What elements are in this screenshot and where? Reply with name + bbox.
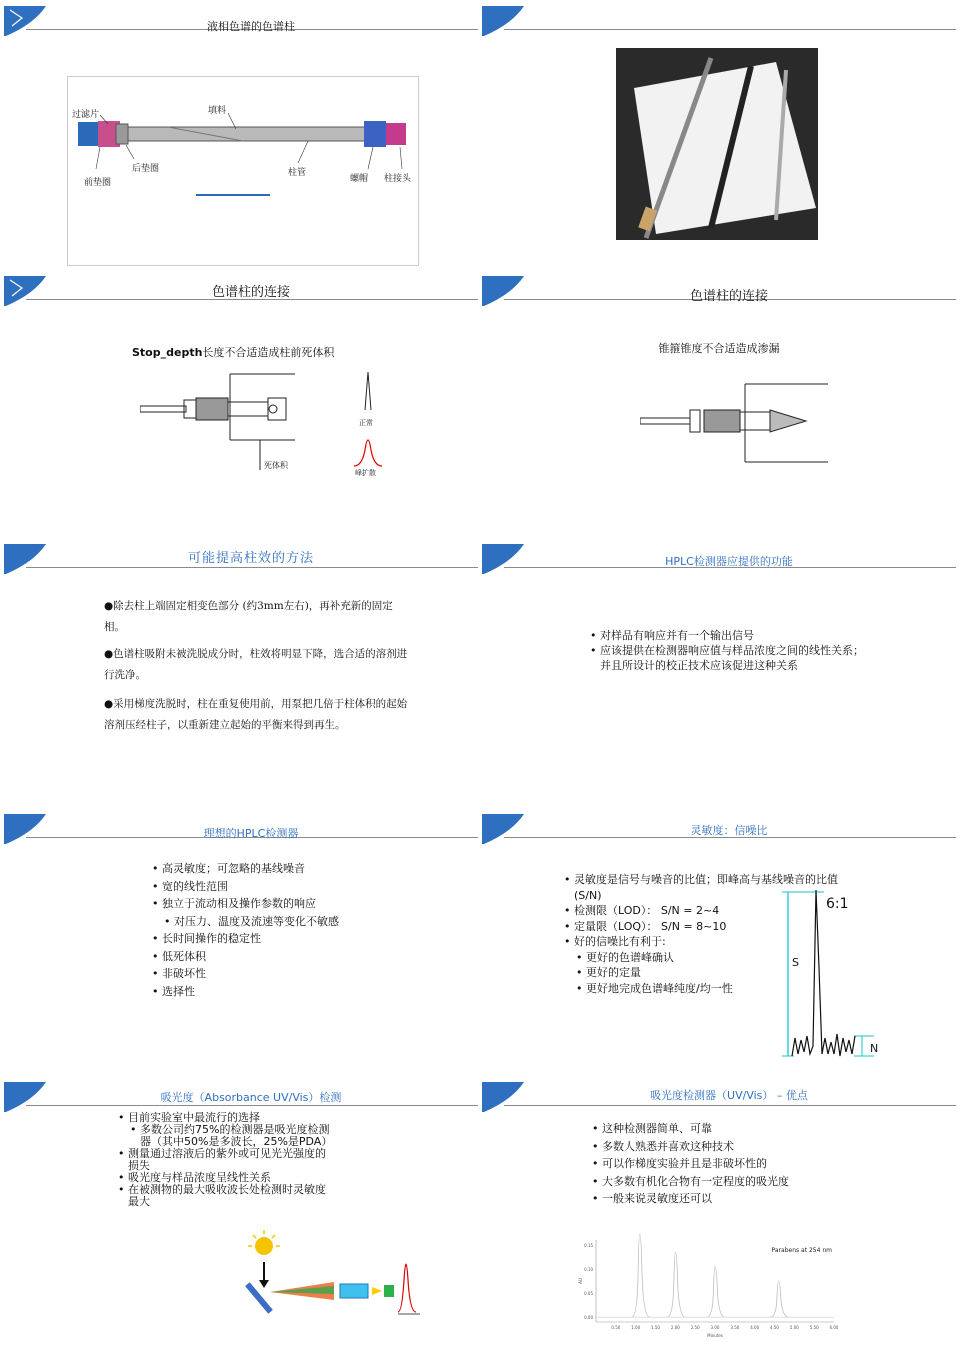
list-item: • 可以作梯度实验并且是非破坏性的 <box>592 1155 892 1173</box>
ideal-detector-list <box>152 860 452 1000</box>
slide-2 <box>482 6 956 274</box>
list-subitem: • 更好的定量 <box>564 965 864 981</box>
list-item: • 低死体积 <box>152 948 452 966</box>
label-front-ferrule: 前垫圈 <box>84 178 112 188</box>
slide-title: 灵敏度：信噪比 <box>690 824 768 837</box>
list-item: • 在被测物的最大吸收波长处检测时灵敏度 最大 <box>118 1184 358 1208</box>
slide-3 <box>4 276 478 544</box>
slide-caption: 锥箍锥度不合适造成渗漏 <box>658 342 780 355</box>
y-axis-label: AU <box>578 1278 583 1284</box>
x-tick-label: 6.00 <box>829 1325 839 1330</box>
slide-title: 色谱柱的连接 <box>211 285 290 300</box>
header-divider <box>504 29 956 30</box>
slide-title: 理想的HPLC检测器 <box>203 827 299 840</box>
label-fitting: 柱接头 <box>384 174 412 184</box>
slide-title: 可能提高柱效的方法 <box>187 551 314 566</box>
y-tick-label: 0.15 <box>584 1242 593 1248</box>
y-tick-label: 0.05 <box>584 1291 593 1297</box>
x-tick-label: 5.00 <box>789 1325 799 1330</box>
column-photo-illustration <box>616 48 818 240</box>
list-item: • 测量通过溶液后的紫外或可见光光强度的 损失 <box>118 1148 358 1172</box>
header-divider <box>26 567 478 568</box>
header-divider <box>504 1105 956 1106</box>
slide-title: 液相色谱的色谱柱 <box>207 20 295 33</box>
list-item: • 这种检测器简单、可靠 <box>592 1120 892 1138</box>
noise-label: N <box>870 1042 879 1055</box>
list-item: • 对样品有响应并有一个输出信号 <box>590 628 950 643</box>
broadened-peak-label: 峰扩散 <box>355 469 376 477</box>
function-list <box>590 628 950 673</box>
label-tube: 柱管 <box>288 168 307 178</box>
slide-6 <box>482 544 956 812</box>
column-diagram-frame <box>67 76 419 266</box>
x-tick-label: 3.00 <box>710 1325 720 1330</box>
slide-5 <box>4 544 478 812</box>
list-item: • 选择性 <box>152 983 452 1001</box>
list-item: • 一般来说灵敏度还可以 <box>592 1190 892 1208</box>
list-item: • 检测限（LOD）： S/N = 2~4 <box>564 903 864 919</box>
method-paragraph-1: ●除去柱上端固定相变色部分 (约3mm左右)，再补充新的固定相。 <box>104 600 393 633</box>
slide-corner-logo-icon <box>482 6 542 40</box>
list-item: • 吸光度与样品浓度呈线性关系 <box>118 1172 358 1184</box>
method-paragraph-2: ●色谱柱吸附未被洗脱成分时，柱效将明显下降，选合适的溶剂进行洗净。 <box>104 648 408 681</box>
caption-bold: Stop_depth <box>132 346 203 359</box>
chromatogram-peak <box>707 1267 725 1318</box>
y-tick-label: 0.00 <box>584 1315 593 1321</box>
list-item: • 灵敏度是信号与噪音的比值；即峰高与基线噪音的比值 (S/N) <box>564 872 864 903</box>
slide-4 <box>482 276 956 544</box>
label-packing: 填料 <box>208 106 227 116</box>
list-item: • 独立于流动相及操作参数的响应 <box>152 895 452 913</box>
x-tick-label: 5.50 <box>809 1325 819 1330</box>
list-subitem: • 多数公司约75%的检测器是吸光度检测 器（其中50%是多波长，25%是PDA） <box>118 1124 358 1148</box>
parabens-chart <box>576 1232 846 1342</box>
column-photo <box>616 48 818 240</box>
list-item: • 应该提供在检测器响应值与样品浓度之间的线性关系； 并且所设计的校正技术应该促进这种关系 <box>590 643 950 673</box>
connection-diagram <box>140 370 440 480</box>
advantages-list <box>592 1120 892 1208</box>
chromatogram-peak <box>632 1234 650 1317</box>
label-rear-ferrule: 后垫圈 <box>132 164 160 174</box>
x-tick-label: 4.50 <box>770 1325 779 1330</box>
signal-label: S <box>792 956 799 969</box>
list-item: • 定量限（LOQ）： S/N = 8~10 <box>564 919 864 935</box>
list-item: • 好的信噪比有利于: <box>564 934 864 950</box>
x-tick-label: 0.50 <box>611 1325 621 1330</box>
slide-10 <box>482 1082 956 1350</box>
slide-title: 吸光度（Absorbance UV/Vis）检测 <box>160 1091 342 1104</box>
slide-title: 色谱柱的连接 <box>689 289 768 304</box>
leak-diagram <box>640 382 840 472</box>
list-item: • 非破坏性 <box>152 965 452 983</box>
label-filter: 过滤片 <box>72 110 100 120</box>
slide-9 <box>4 1082 478 1350</box>
dead-volume-label: 死体积 <box>264 461 288 470</box>
list-item: • 大多数有机化合物有一定程度的吸光度 <box>592 1173 892 1191</box>
slide-caption <box>132 344 334 360</box>
slide-title: 吸光度检测器（UV/Vis） – 优点 <box>650 1089 808 1102</box>
normal-peak-label: 正常 <box>359 419 373 427</box>
x-tick-label: 2.50 <box>690 1325 700 1330</box>
label-nut: 螺帽 <box>350 174 369 184</box>
list-item: • 宽的线性范围 <box>152 878 452 896</box>
parabens-chart-svg <box>576 1232 846 1342</box>
x-tick-label: 1.00 <box>631 1325 641 1330</box>
chart-title: Parabens at 254 nm <box>771 1247 832 1254</box>
x-tick-label: 2.00 <box>670 1325 680 1330</box>
list-item: • 长时间操作的稳定性 <box>152 930 452 948</box>
list-subitem: • 对压力、温度及流速等变化不敏感 <box>152 913 452 931</box>
slide-1 <box>4 6 478 274</box>
uv-detector-schematic <box>244 1230 424 1320</box>
x-tick-label: 3.50 <box>730 1325 740 1330</box>
absorbance-list <box>118 1112 358 1208</box>
ratio-label: 6:1 <box>826 896 849 912</box>
list-item: • 目前实验室中最流行的选择 <box>118 1112 358 1124</box>
list-subitem: • 更好地完成色谱峰纯度/均一性 <box>564 981 864 997</box>
x-tick-label: 4.00 <box>750 1325 760 1330</box>
list-item: • 多数人熟悉并喜欢这种技术 <box>592 1138 892 1156</box>
slide-8 <box>482 814 956 1082</box>
list-item: • 高灵敏度；可忽略的基线噪音 <box>152 860 452 878</box>
x-tick-label: 1.50 <box>651 1325 660 1330</box>
caption-rest: 长度不合适造成柱前死体积 <box>202 346 335 359</box>
slide-title: HPLC检测器应提供的功能 <box>665 555 793 568</box>
y-tick-label: 0.10 <box>584 1266 593 1272</box>
chromatogram-peak <box>667 1252 685 1317</box>
list-subitem: • 更好的色谱峰确认 <box>564 950 864 966</box>
method-paragraph-3: ●采用梯度洗脱时，柱在重复使用前，用泵把几倍于柱体积的起始溶剂压经柱子，以重新建立起始的平衡来得到再生。 <box>104 698 408 731</box>
x-axis-label: Minutes <box>707 1333 723 1338</box>
slide-7 <box>4 814 478 1082</box>
header-divider <box>26 1105 478 1106</box>
signal-noise-figure <box>782 888 882 1060</box>
chromatogram-peak <box>770 1281 788 1317</box>
